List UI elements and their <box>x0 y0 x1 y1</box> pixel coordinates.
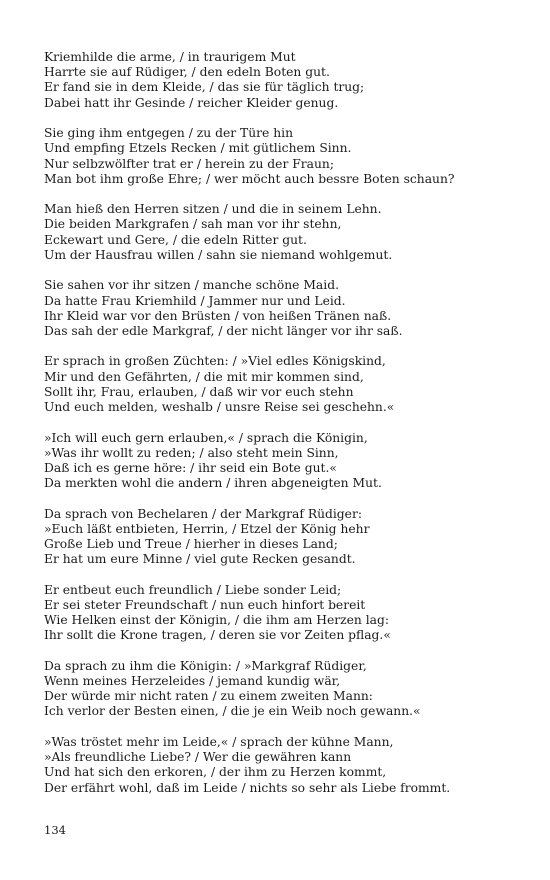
stanza-1 <box>44 50 514 111</box>
verse-line: Der würde mir nicht raten / zu einem zweiten Mann: <box>44 689 373 704</box>
verse-line: Da sprach zu ihm die Königin: / »Markgraf Rüdiger, <box>44 658 367 673</box>
verse-line: Da merkten wohl die andern / ihren abgeneigten Mut. <box>44 476 382 491</box>
verse-line: Er sprach in großen Züchten: / »Viel edles Königskind, <box>44 354 386 369</box>
verse-line: »Euch läßt entbieten, Herrin, / Etzel der König hehr <box>44 521 370 536</box>
stanza-2 <box>44 126 514 187</box>
verse-line: Eckewart und Gere, / die edeln Ritter gut. <box>44 232 307 247</box>
verse-line: Sie ging ihm entgegen / zu der Türe hin <box>44 126 293 141</box>
poem-text <box>44 50 514 811</box>
stanza-6 <box>44 431 514 492</box>
verse-line: Große Lieb und Treue / hierher in dieses Land; <box>44 537 338 552</box>
verse-line: Sie sahen vor ihr sitzen / manche schöne Maid. <box>44 278 339 293</box>
verse-line: Er sei steter Freundschaft / nun euch hinfort bereit <box>44 597 366 612</box>
stanza-7 <box>44 507 514 568</box>
page-number: 134 <box>44 823 66 837</box>
verse-line: Sollt ihr, Frau, erlauben, / daß wir vor euch stehn <box>44 384 354 399</box>
verse-line: Mir und den Gefährten, / die mit mir kommen sind, <box>44 369 364 384</box>
verse-line: Dabei hatt ihr Gesinde / reicher Kleider genug. <box>44 95 339 110</box>
verse-line: »Als freundliche Liebe? / Wer die gewähren kann <box>44 750 352 765</box>
verse-line: Der erfährt wohl, daß im Leide / nichts so sehr als Liebe frommt. <box>44 780 451 795</box>
verse-line: Da hatte Frau Kriemhild / Jammer nur und Leid. <box>44 293 346 308</box>
verse-line: Das sah der edle Markgraf, / der nicht länger vor ihr saß. <box>44 323 403 338</box>
stanza-9 <box>44 659 514 720</box>
stanza-8 <box>44 583 514 644</box>
verse-line: Wenn meines Herzeleides / jemand kundig wär, <box>44 674 341 689</box>
verse-line: Ich verlor der Besten einen, / die je ein Weib noch gewann.« <box>44 704 421 719</box>
stanza-10 <box>44 735 514 796</box>
verse-line: Ihr Kleid war vor den Brüsten / von heißen Tränen naß. <box>44 308 392 323</box>
verse-line: Und euch melden, weshalb / unsre Reise sei geschehn.« <box>44 400 395 415</box>
verse-line: Daß ich es gerne höre: / ihr seid ein Bote gut.« <box>44 460 337 475</box>
verse-line: Und empfing Etzels Recken / mit gütlichem Sinn. <box>44 141 352 156</box>
stanza-4 <box>44 278 514 339</box>
verse-line: Er entbeut euch freundlich / Liebe sonder Leid; <box>44 582 342 597</box>
verse-line: »Ich will euch gern erlauben,« / sprach die Königin, <box>44 430 368 445</box>
stanza-5 <box>44 354 514 415</box>
verse-line: Um der Hausfrau willen / sahn sie niemand wohlgemut. <box>44 247 393 262</box>
verse-line: Wie Helken einst der Königin, / die ihm am Herzen lag: <box>44 613 390 628</box>
verse-line: »Was ihr wollt zu reden; / also steht mein Sinn, <box>44 445 339 460</box>
verse-line: Und hat sich den erkoren, / der ihm zu Herzen kommt, <box>44 765 387 780</box>
verse-line: Die beiden Markgrafen / sah man vor ihr stehn, <box>44 217 342 232</box>
verse-line: Er hat um eure Minne / viel gute Recken gesandt. <box>44 552 356 567</box>
verse-line: Man hieß den Herren sitzen / und die in seinem Lehn. <box>44 202 382 217</box>
verse-line: Ihr sollt die Krone tragen, / deren sie vor Zeiten pflag.« <box>44 628 391 643</box>
verse-line: Er fand sie in dem Kleide, / das sie für täglich trug; <box>44 80 365 95</box>
verse-line: Da sprach von Bechelaren / der Markgraf Rüdiger: <box>44 506 362 521</box>
verse-line: Man bot ihm große Ehre; / wer möcht auch bessre Boten schaun? <box>44 171 455 186</box>
verse-line: »Was tröstet mehr im Leide,« / sprach der kühne Mann, <box>44 734 394 749</box>
verse-line: Harrte sie auf Rüdiger, / den edeln Boten gut. <box>44 65 330 80</box>
stanza-3 <box>44 202 514 263</box>
verse-line: Nur selbzwölfter trat er / herein zu der Fraun; <box>44 156 334 171</box>
verse-line: Kriemhilde die arme, / in traurigem Mut <box>44 50 296 64</box>
